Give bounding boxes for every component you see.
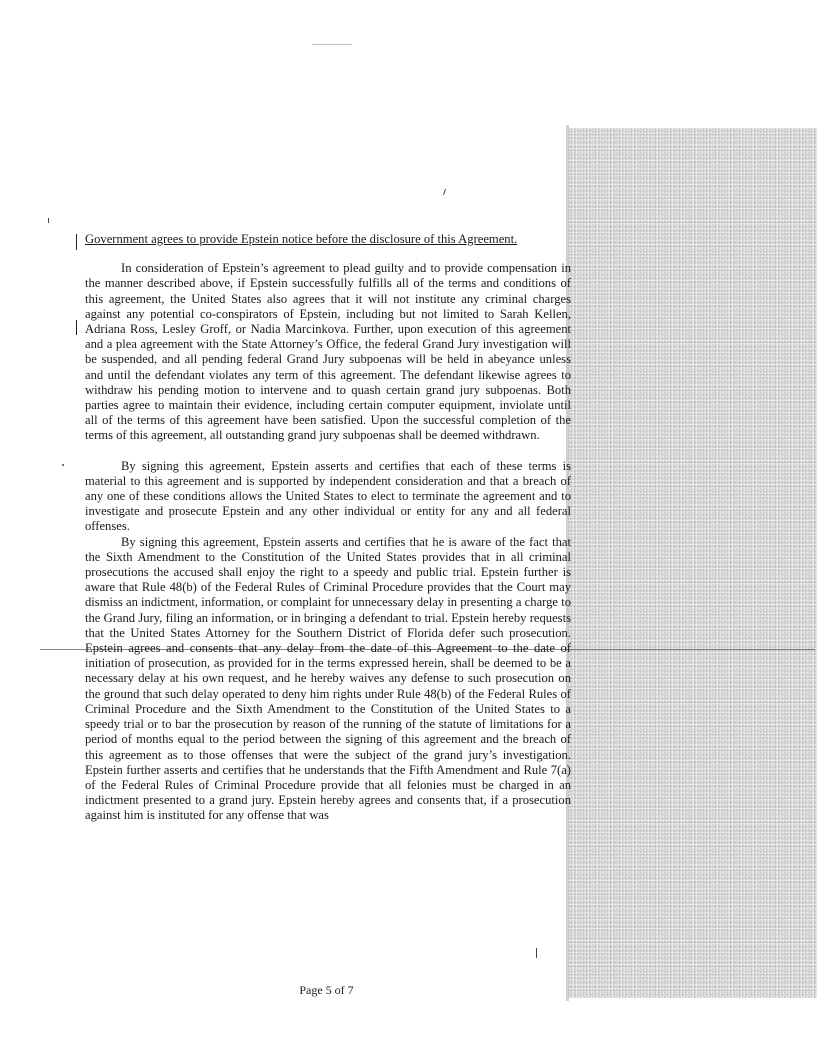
paragraph-nonprosecution: In consideration of Epstein’s agreement to plead guilty and to provide compensation in the manner described above, if Epstein successfully fulfills all of the terms and conditions of this agreement, the United States also agrees that it will not institute any criminal charges against any potential co-conspirators of Epstein, including but not limited to Sarah Kellen, Adriana Ross, Lesley Groff, or Nadia Marcinkova. Further, upon execution of this agreement and a plea agreement with the State Attorney’s Office, the federal Grand Jury investigation will be suspended, and all pending federal Grand Jury subpoenas will be held in abeyance unless and until the defendant violates any term of this agreement. The defendant likewise agrees to withdraw his pending motion to intervene and to quash certain grand jury subpoenas. Both parties agree to maintain their evidence, including certain computer equipment, inviolate until all of the terms of this agreement have been satisfied. Upon the successful completion of the terms of this agreement, all outstanding grand jury subpoenas shall be deemed withdrawn. xyxy=(85,261,571,443)
scan-speck xyxy=(443,189,446,195)
revision-change-bar xyxy=(76,234,77,250)
scan-speck xyxy=(62,464,64,466)
scan-speck xyxy=(48,218,49,223)
scan-speck xyxy=(312,44,352,45)
revision-change-bar xyxy=(76,320,77,335)
page-number-footer: Page 5 of 7 xyxy=(299,983,354,997)
document-body xyxy=(85,232,571,839)
paragraph-speedy-trial-waiver: By signing this agreement, Epstein asserts and certifies that he is aware of the fact that the Sixth Amendment to the Constitution of the United States provides that in all criminal prosecutions the accused shall enjoy the right to a speedy and public trial. Epstein further is aware that Rule 48(b) of the Federal Rules of Criminal Procedure provides that the Court may dismiss an indictment, information, or complaint for unnecessary delay in presenting a charge to the Grand Jury, filing an information, or in bringing a defendant to trial. Epstein hereby requests that the United States Attorney for the Southern District of Florida defer such prosecution. Epstein agrees and consents that any delay from the date of this Agreement to the date of initiation of prosecution, as provided for in the terms expressed herein, shall be deemed to be a necessary delay at his own request, and he hereby waives any defense to such prosecution on the ground that such delay operated to deny him rights under Rule 48(b) of the Federal Rules of Criminal Procedure and the Sixth Amendment to the Constitution of the United States to a speedy trial or to bar the prosecution by reason of the running of the statute of limitations for a period of months equal to the period between the signing of this agreement and the breach of this agreement as to those offenses that were the subject of the grand jury’s investigation. Epstein further asserts and certifies that he understands that the Fifth Amendment and Rule 7(a) of the Federal Rules of Criminal Procedure provide that all felonies must be charged in an indictment presented to a grand jury. Epstein hereby agrees and consents that, if a prosecution against him is instituted for any offense that was xyxy=(85,534,571,823)
continued-paragraph-line: Government agrees to provide Epstein notice before the disclosure of this Agreement. xyxy=(85,232,518,246)
paragraph-material-terms: By signing this agreement, Epstein asserts and certifies that each of these terms is material to this agreement and is supported by independent consideration and that a breach of any one of these conditions allows the United States to elect to terminate the agreement and to investigate and prosecute Epstein and any other individual or entity for any and all federal offenses. xyxy=(85,458,571,534)
scan-noise-strip xyxy=(568,128,817,998)
scan-speck xyxy=(536,948,537,958)
